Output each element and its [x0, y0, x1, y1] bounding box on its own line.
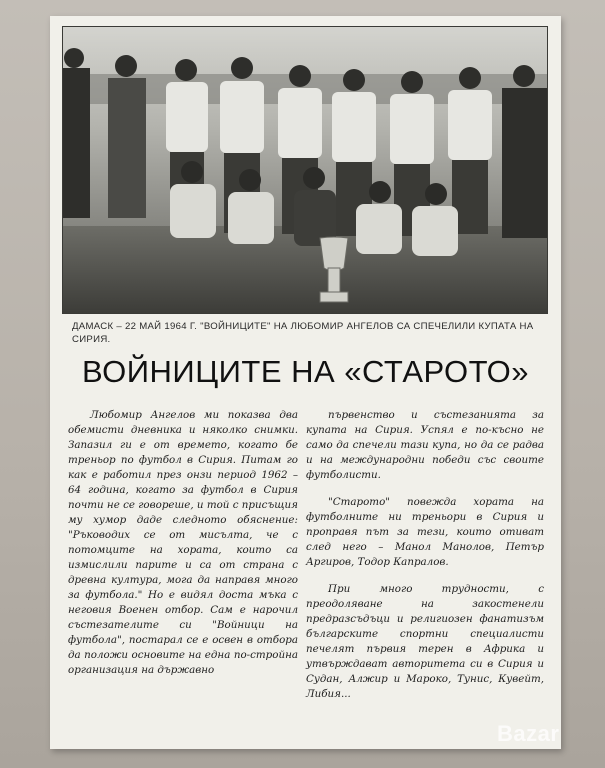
team-photo-image [62, 26, 548, 314]
article-left-column [68, 408, 298, 690]
site-watermark: Bazar [497, 721, 560, 746]
photo-caption: ДАМАСК – 22 МАЙ 1964 Г. "ВОЙНИЦИТЕ" НА ЛЮБОМИР АНГЕЛОВ СА СПЕЧЕЛИЛИ КУПАТА НА СИРИЯ. [72, 321, 534, 345]
article-headline: ВОЙНИЦИТЕ НА «СТАРОТО» [81, 354, 529, 389]
right-paragraph: При много трудности, с преодоляване на закостенели предразсъдъци и религиозен фанатизъм българските спортни специалисти печелят първия терен в Африка и утвърждават авторитета си в Сирия и Судан, Алжир и Мароко, Тунис, Кувейт, Либия... [306, 583, 544, 700]
newspaper-clipping [50, 16, 561, 749]
left-paragraph: Любомир Ангелов ми показва два обемисти дневника и няколко снимки. Запазил ги е от времето, когато бе треньор по футбол в Сирия. Питам го как е работил през онзи период 1962 – 64 година, когато за футбол в Сирия почти не се говореше, и той с присъщия му хумор даде следното обяснение: "Ръководих се от мисълта, че с потомците на хората, които са измислили парите и са от страна с древна култура, мога да направя много за футбола." Но е видял доста мъка с неговия Военен отбор. Сам е нарочил състезателите си "Войници на футбола", постарал се е освен в отбора да положи основите на една по-стройна организация на държавно [68, 409, 298, 676]
article-right-column [306, 408, 544, 714]
right-paragraph: "Старото" повежда хората на футболните ни треньори в Сирия и проправя път за тези, които отиват след него – Манол Манолов, Петър Аргиров, Тодор Капралов. [306, 496, 544, 568]
right-paragraph: първенство и състезанията за купата на Сирия. Успял е по-късно не само да спечели тази купа, но да се радва и на международни победи със своите футболисти. [306, 409, 544, 481]
team-photo [62, 26, 548, 314]
